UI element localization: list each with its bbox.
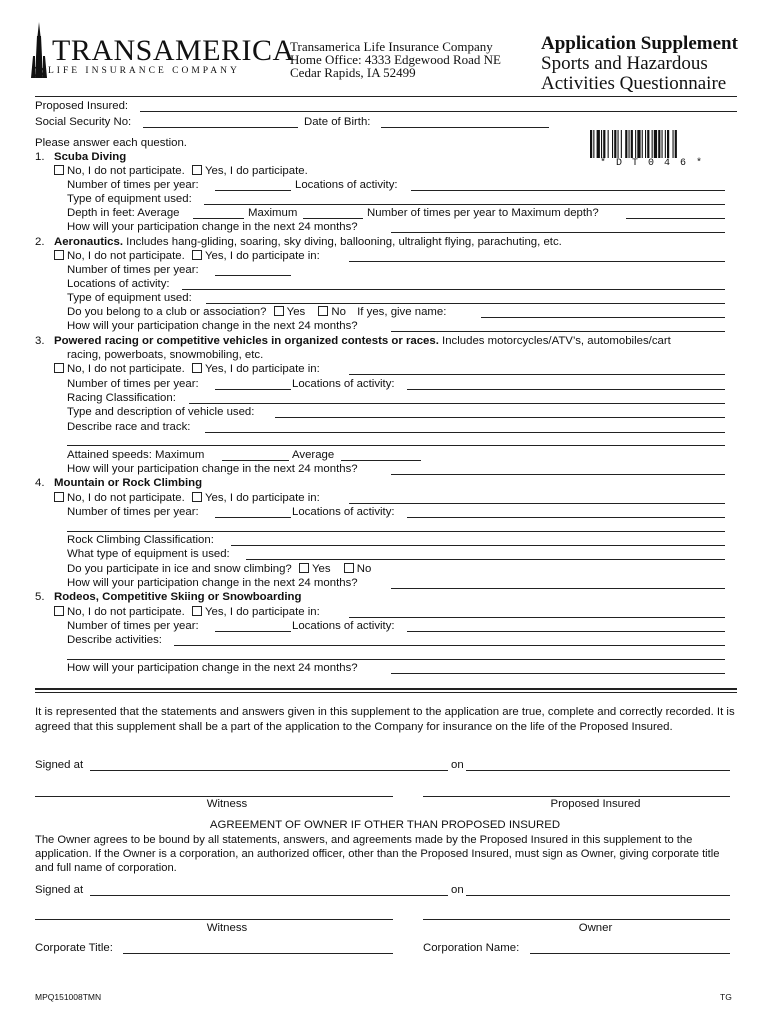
s3-locations-label: Locations of activity: <box>292 378 395 390</box>
s4-rock-class-field[interactable] <box>231 545 725 546</box>
s4-times-field[interactable] <box>215 517 291 518</box>
s1-change-field[interactable] <box>391 232 725 233</box>
ssn-field[interactable] <box>143 127 298 128</box>
s4-no-label: No, I do not participate. <box>67 492 185 504</box>
s1-yes-checkbox[interactable] <box>192 165 202 175</box>
s3-yes-checkbox[interactable] <box>192 363 202 373</box>
s4-locations-label: Locations of activity: <box>292 506 395 518</box>
registered-mark-icon: R <box>33 66 44 77</box>
s2-club-yes-label: Yes <box>286 306 306 318</box>
s5-yes-checkbox[interactable] <box>192 606 202 616</box>
section-2-number: 2. <box>35 236 45 248</box>
s3-speeds-label: Attained speeds: Maximum <box>67 449 205 461</box>
s3-describe-field-2[interactable] <box>67 445 725 446</box>
s3-speed-max-field[interactable] <box>222 460 289 461</box>
s1-times-field[interactable] <box>215 190 291 191</box>
s4-yes-label: Yes, I do participate in: <box>204 492 320 504</box>
sign2-witness-label: Witness <box>206 922 248 934</box>
s2-yes-label: Yes, I do participate in: <box>204 250 320 262</box>
section-1-title: Scuba Diving <box>54 151 127 163</box>
s4-equip-label: What type of equipment is used: <box>67 548 230 560</box>
s3-times-label: Number of times per year: <box>67 378 199 390</box>
s1-change-label: How will your participation change in the next 24 months? <box>67 221 358 233</box>
s5-locations-field[interactable] <box>407 631 725 632</box>
s1-yes-label: Yes, I do participate. <box>204 165 308 177</box>
s5-change-field[interactable] <box>391 673 725 674</box>
s4-participate-field[interactable] <box>349 503 725 504</box>
form-subtitle-1: Sports and Hazardous <box>541 53 708 74</box>
s3-average-label: Average <box>292 449 335 461</box>
sign2-owner-label: Owner <box>578 922 613 934</box>
section-5-title: Rodeos, Competitive Skiing or Snowboarding <box>54 591 302 603</box>
section-1-number: 1. <box>35 151 45 163</box>
s2-participate-field[interactable] <box>349 261 725 262</box>
s4-no-checkbox[interactable] <box>54 492 64 502</box>
corporation-name-field[interactable] <box>530 953 730 954</box>
s2-change-field[interactable] <box>391 331 725 332</box>
s2-if-yes-label: If yes, give name: <box>357 306 447 318</box>
logo-wordmark: TRANSAMERICA <box>52 34 295 67</box>
s2-club-yes-checkbox[interactable] <box>274 306 284 316</box>
footer-tg: TG <box>720 992 732 1002</box>
statement-text: It is represented that the statements and answers given in this supplement to the application are true, complete and correctly recorded. It is agreed that this supplement shall be a part of the application to the Company for insurance on the life of the Proposed Insured. <box>35 706 735 733</box>
s1-depth-avg-field[interactable] <box>193 218 244 219</box>
section-4-title: Mountain or Rock Climbing <box>54 477 203 489</box>
s1-equipment-label: Type of equipment used: <box>67 193 192 205</box>
sign2-signed-at-field[interactable] <box>90 895 448 896</box>
s2-no-checkbox[interactable] <box>54 250 64 260</box>
sign1-signed-at-label: Signed at <box>35 759 84 771</box>
s2-no-label: No, I do not participate. <box>67 250 185 262</box>
s3-describe-field[interactable] <box>205 432 725 433</box>
s4-times-label: Number of times per year: <box>67 506 199 518</box>
s2-club-label: Do you belong to a club or association? <box>67 306 267 318</box>
s4-ice-no-label: No <box>356 563 372 575</box>
s1-depth-label: Depth in feet: Average <box>67 207 180 219</box>
agreement-text: The Owner agrees to be bound by all statements, answers, and agreements made by the Proposed Insured in this supplement to the application. If the Owner is a corporation, an authorized officer, other than the Proposed Insured, must sign as Owner, giving corporate title and full name of corporation. <box>35 834 720 874</box>
s4-locations-field[interactable] <box>407 517 725 518</box>
header-divider <box>35 96 737 97</box>
sign1-signed-at-field[interactable] <box>90 770 448 771</box>
s1-times-max-field[interactable] <box>626 218 725 219</box>
s5-describe-label: Describe activities: <box>67 634 162 646</box>
sign2-signed-at-label: Signed at <box>35 884 84 896</box>
s4-ice-label: Do you participate in ice and snow climbing? <box>67 563 292 575</box>
section-2-desc: Includes hang-gliding, soaring, sky diving, ballooning, ultralight flying, parachuting, etc. <box>123 236 562 248</box>
sign1-insured-label: Proposed Insured <box>550 798 641 810</box>
s2-club-name-field[interactable] <box>481 317 725 318</box>
sign1-on-label: on <box>451 759 464 771</box>
form-subtitle-2: Activities Questionnaire <box>541 73 727 94</box>
s3-times-field[interactable] <box>215 389 291 390</box>
s4-locations-field-2[interactable] <box>67 531 725 532</box>
corporate-title-field[interactable] <box>123 953 393 954</box>
s3-locations-field[interactable] <box>407 389 725 390</box>
section-3-heading <box>54 334 671 348</box>
s2-equipment-label: Type of equipment used: <box>67 292 192 304</box>
form-code: MPQ151008TMN <box>35 992 102 1002</box>
s4-rock-class-label: Rock Climbing Classification: <box>67 534 214 546</box>
s3-vehicle-label: Type and description of vehicle used: <box>67 406 255 418</box>
barcode-text: * D T 0 4 6 * <box>600 158 705 169</box>
s2-locations-label: Locations of activity: <box>67 278 170 290</box>
s5-change-label: How will your participation change in the next 24 months? <box>67 662 358 674</box>
barcode-graphic <box>590 130 718 158</box>
s5-times-label: Number of times per year: <box>67 620 199 632</box>
s4-ice-yes-checkbox[interactable] <box>299 563 309 573</box>
s1-no-checkbox[interactable] <box>54 165 64 175</box>
dob-field[interactable] <box>381 127 549 128</box>
s5-times-field[interactable] <box>215 631 291 632</box>
corporation-name-label: Corporation Name: <box>423 942 520 954</box>
proposed-insured-label: Proposed Insured: <box>35 100 129 112</box>
sign2-owner-signature-field[interactable] <box>423 919 730 920</box>
sign1-date-field[interactable] <box>466 770 730 771</box>
section-3-number: 3. <box>35 335 45 347</box>
agreement-title: AGREEMENT OF OWNER IF OTHER THAN PROPOSED INSURED <box>209 819 561 831</box>
company-city: Cedar Rapids, IA 52499 <box>290 65 416 80</box>
s3-no-checkbox[interactable] <box>54 363 64 373</box>
s3-racing-class-field[interactable] <box>189 403 725 404</box>
instruction-text: Please answer each question. <box>35 137 187 149</box>
sign2-witness-field[interactable] <box>35 919 393 920</box>
s1-times-max-label: Number of times per year to Maximum depth? <box>367 207 599 219</box>
s2-times-field[interactable] <box>215 275 291 276</box>
s3-racing-class-label: Racing Classification: <box>67 392 176 404</box>
form-title: Application Supplement <box>541 33 738 54</box>
s5-no-checkbox[interactable] <box>54 606 64 616</box>
s4-change-label: How will your participation change in the next 24 months? <box>67 577 358 589</box>
s5-describe-field-2[interactable] <box>67 659 725 660</box>
s2-club-no-checkbox[interactable] <box>318 306 328 316</box>
s5-no-label: No, I do not participate. <box>67 606 185 618</box>
proposed-insured-field[interactable] <box>140 111 737 112</box>
s2-locations-field[interactable] <box>182 289 725 290</box>
s2-equipment-field[interactable] <box>206 303 725 304</box>
section-3-desc-2: racing, powerboats, snowmobiling, etc. <box>67 349 264 361</box>
s1-max-label: Maximum <box>248 207 298 219</box>
s3-describe-label: Describe race and track: <box>67 421 191 433</box>
s1-no-label: No, I do not participate. <box>67 165 185 177</box>
s3-change-label: How will your participation change in the next 24 months? <box>67 463 358 475</box>
s4-ice-yes-label: Yes <box>311 563 331 575</box>
s1-locations-label: Locations of activity: <box>295 179 398 191</box>
s3-yes-label: Yes, I do participate in: <box>204 363 320 375</box>
section-5-number: 5. <box>35 591 45 603</box>
s4-equip-field[interactable] <box>246 559 725 560</box>
sign1-witness-label: Witness <box>206 798 248 810</box>
dob-label: Date of Birth: <box>304 116 371 128</box>
s4-change-field[interactable] <box>391 588 725 589</box>
s1-max-field[interactable] <box>303 218 363 219</box>
s5-yes-label: Yes, I do participate in: <box>204 606 320 618</box>
s1-times-label: Number of times per year: <box>67 179 199 191</box>
s3-change-field[interactable] <box>391 474 725 475</box>
s1-locations-field[interactable] <box>411 190 725 191</box>
s4-ice-no-checkbox[interactable] <box>344 563 354 573</box>
sign2-on-label: on <box>451 884 464 896</box>
s5-locations-label: Locations of activity: <box>292 620 395 632</box>
s2-club-no-label: No <box>331 306 346 318</box>
logo-subtitle: LIFE INSURANCE COMPANY <box>48 66 240 76</box>
section-2-heading <box>54 235 562 249</box>
corporate-title-label: Corporate Title: <box>35 942 113 954</box>
section-3-desc: Includes motorcycles/ATV’s, automobiles/cart <box>438 335 671 347</box>
barcode <box>590 130 718 158</box>
s5-describe-field[interactable] <box>174 645 725 646</box>
section-3-title: Powered racing or competitive vehicles in organized contests or races. <box>54 335 439 347</box>
s2-change-label: How will your participation change in the next 24 months? <box>67 320 358 332</box>
s1-equipment-field[interactable] <box>204 204 725 205</box>
company-office: Home Office: 4333 Edgewood Road NE <box>290 52 501 67</box>
section-2-title: Aeronautics. <box>54 236 123 248</box>
sign2-date-field[interactable] <box>466 895 730 896</box>
section-divider-top <box>35 688 737 690</box>
s3-speed-avg-field[interactable] <box>341 460 421 461</box>
s4-yes-checkbox[interactable] <box>192 492 202 502</box>
s3-participate-field[interactable] <box>349 374 725 375</box>
s2-times-label: Number of times per year: <box>67 264 199 276</box>
s2-yes-checkbox[interactable] <box>192 250 202 260</box>
s5-participate-field[interactable] <box>349 617 725 618</box>
ssn-label: Social Security No: <box>35 116 132 128</box>
s3-vehicle-field[interactable] <box>275 417 725 418</box>
section-divider-bottom <box>35 692 737 693</box>
section-4-number: 4. <box>35 477 45 489</box>
company-name: Transamerica Life Insurance Company <box>290 39 493 54</box>
s3-no-label: No, I do not participate. <box>67 363 185 375</box>
